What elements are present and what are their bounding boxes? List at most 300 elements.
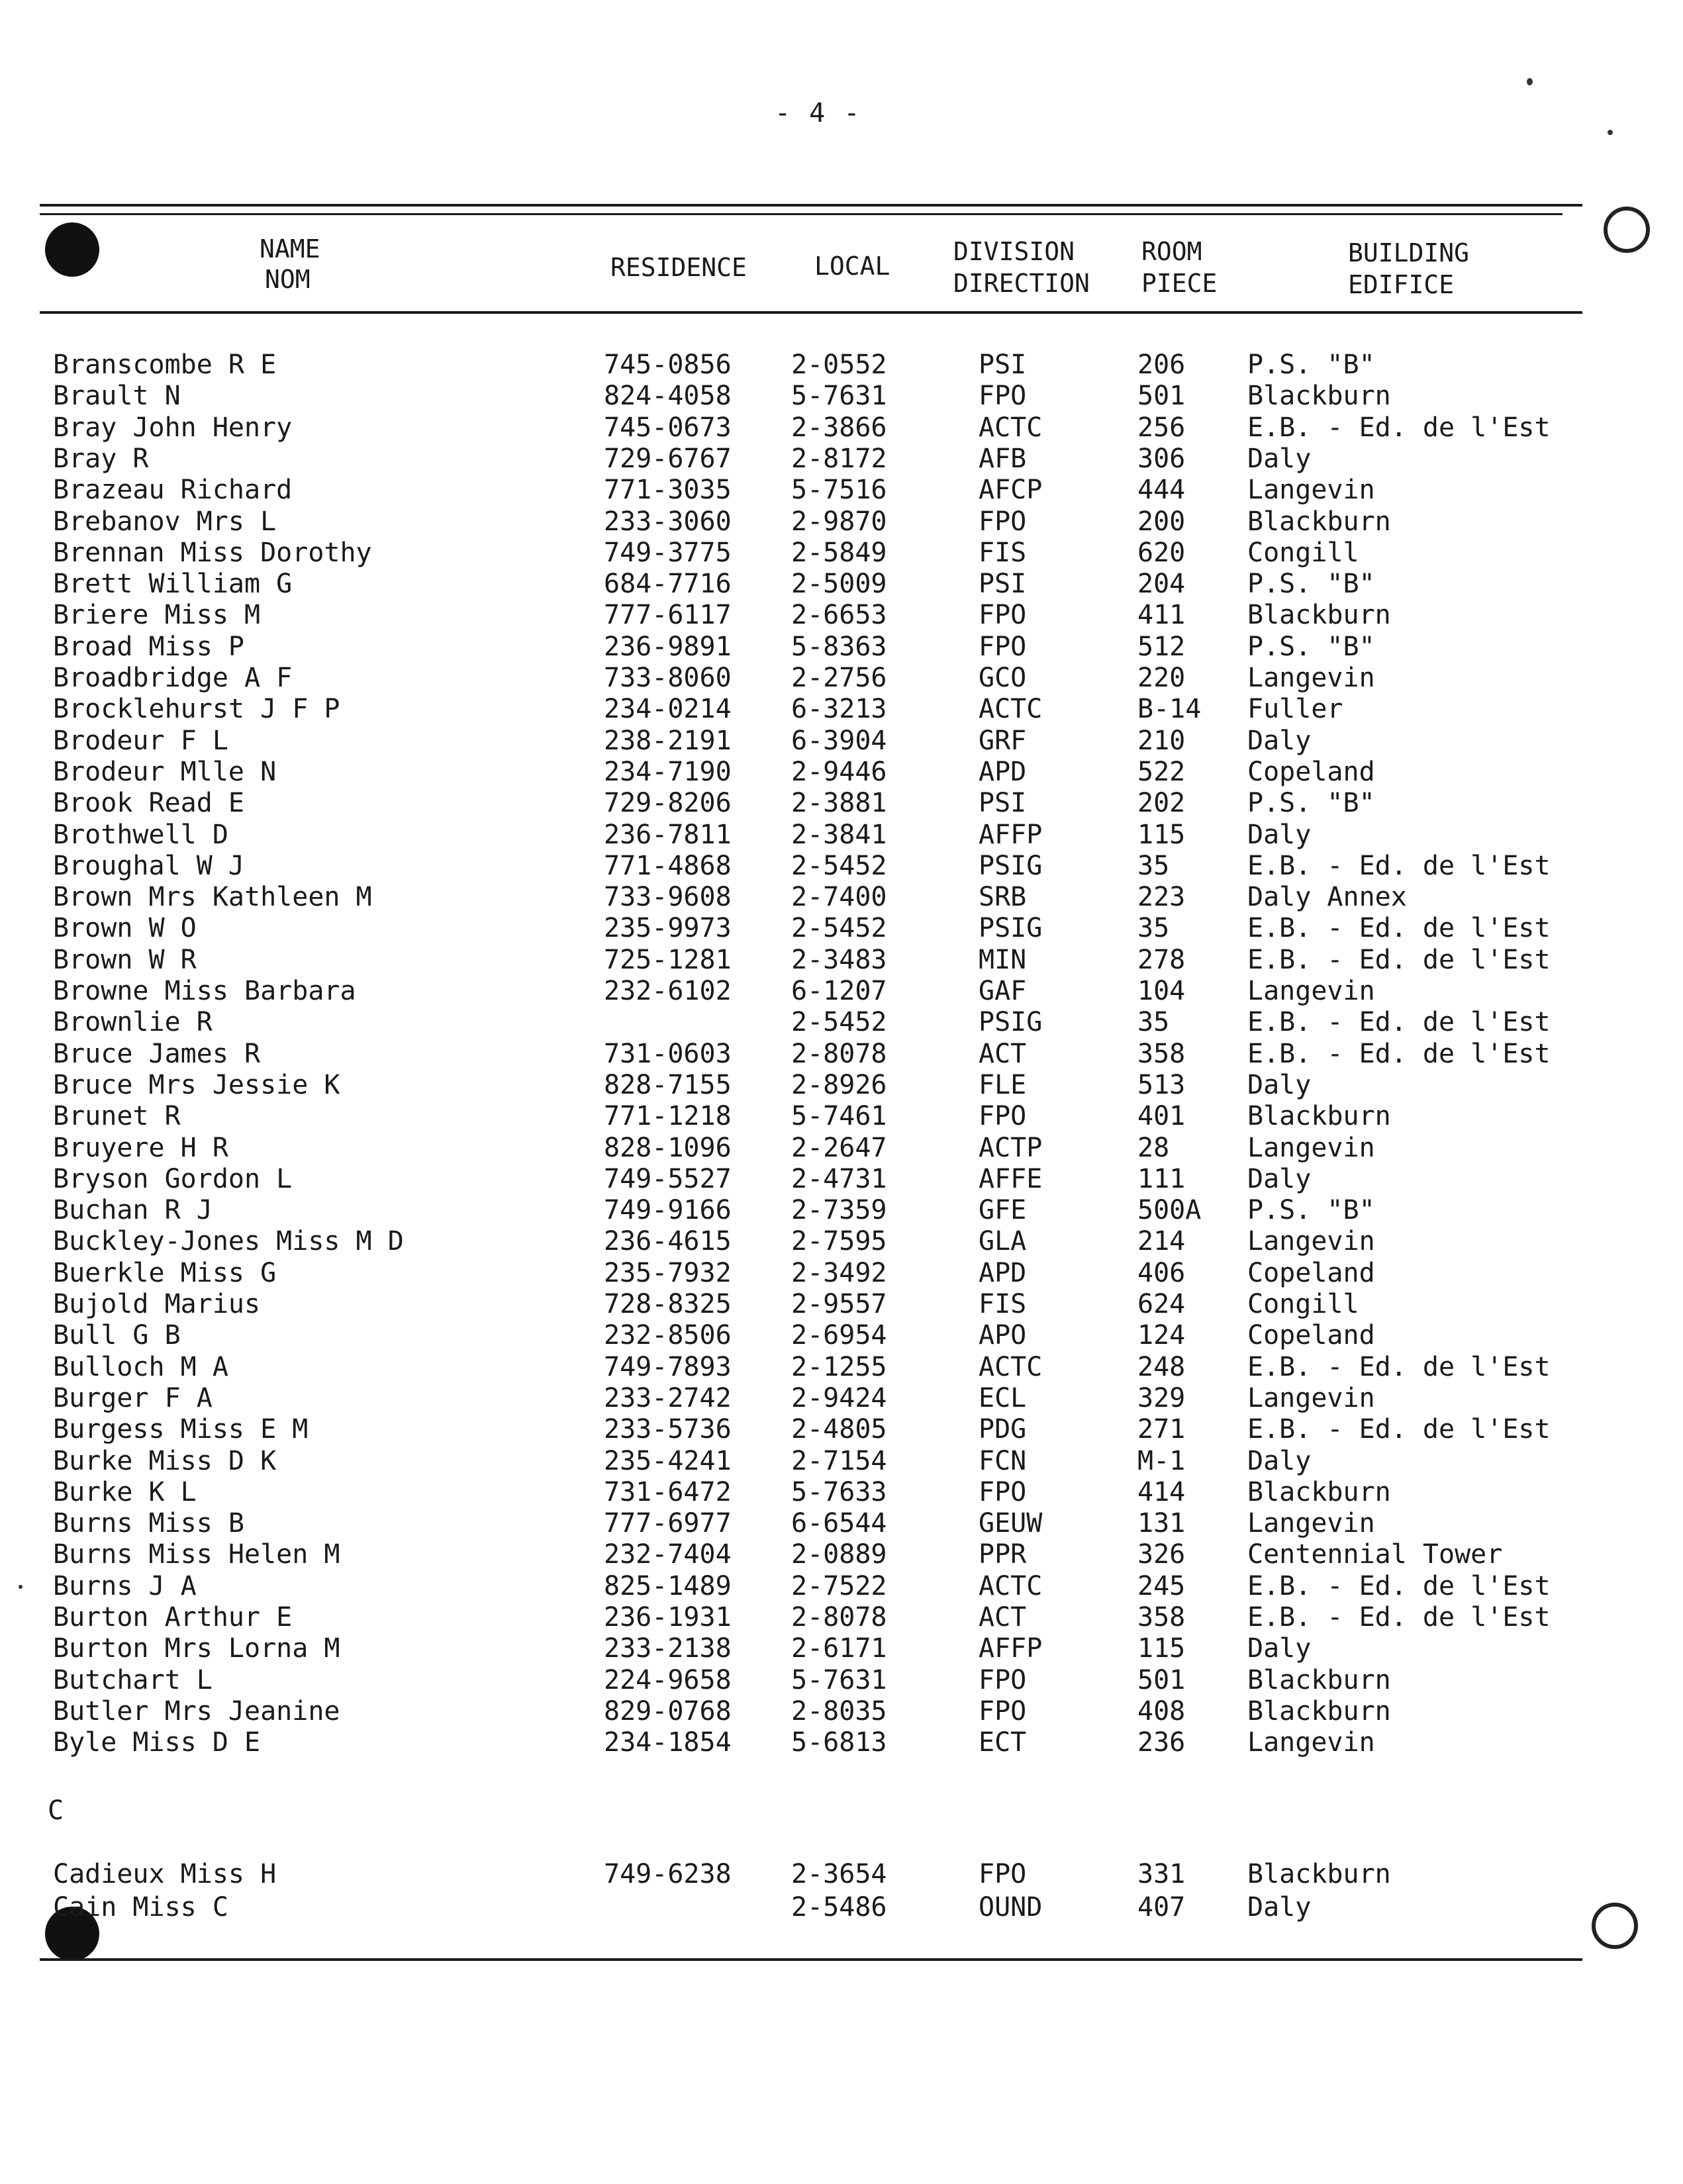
cell-room: M-1 (1137, 1445, 1186, 1476)
cell-division: FLE (979, 1069, 1027, 1100)
cell-room: 501 (1137, 1664, 1186, 1695)
cell-division: PSI (979, 788, 1027, 819)
cell-residence: 745-0673 (604, 412, 732, 443)
cell-local: 5-7633 (791, 1476, 887, 1507)
cell-building: Blackburn (1247, 1695, 1391, 1727)
cell-room: 200 (1137, 506, 1186, 537)
cell-residence: 771-1218 (604, 1101, 732, 1132)
cell-residence: 733-9608 (604, 882, 732, 913)
cell-name: Briere Miss M (53, 600, 261, 631)
cell-name: Browne Miss Barbara (53, 976, 356, 1006)
cell-room: 35 (1137, 913, 1170, 944)
cell-name: Broad Miss P (53, 631, 244, 662)
cell-building: E.B. - Ed. de l'Est (1247, 1007, 1551, 1038)
cell-name: Bryson Gordon L (53, 1163, 293, 1194)
cell-residence: 232-6102 (604, 976, 732, 1006)
cell-division: AFB (979, 443, 1027, 474)
cell-building: E.B. - Ed. de l'Est (1247, 412, 1551, 443)
cell-division: FPO (979, 1664, 1027, 1695)
cell-residence: 777-6977 (604, 1508, 732, 1539)
cell-name: Cadieux Miss H (53, 1859, 277, 1889)
cell-division: GFE (979, 1195, 1027, 1226)
cell-building: Blackburn (1247, 1101, 1391, 1132)
punch-hole-bottom-right (1592, 1903, 1638, 1949)
cell-building: P.S. "B" (1247, 569, 1375, 600)
cell-local: 2-9424 (791, 1382, 887, 1413)
cell-division: FPO (979, 506, 1027, 537)
cell-local: 6-1207 (791, 976, 887, 1006)
cell-building: Langevin (1247, 976, 1375, 1006)
cell-division: ACTC (979, 412, 1043, 443)
cell-local: 5-7631 (791, 1664, 887, 1695)
cell-room: 35 (1137, 1007, 1170, 1038)
cell-residence: 236-9891 (604, 631, 732, 662)
header-room-en: ROOM (1141, 237, 1202, 266)
cell-room: 223 (1137, 882, 1186, 913)
cell-residence: 731-6472 (604, 1476, 732, 1507)
cell-room: 210 (1137, 725, 1186, 756)
cell-division: PSIG (979, 1007, 1043, 1038)
cell-name: Branscombe R E (53, 350, 277, 380)
cell-residence: 749-7893 (604, 1351, 732, 1382)
cell-building: Blackburn (1247, 506, 1391, 537)
cell-name: Brown W O (53, 913, 197, 944)
cell-building: E.B. - Ed. de l'Est (1247, 1414, 1551, 1445)
cell-name: Burger F A (53, 1382, 213, 1413)
cell-residence: 729-8206 (604, 788, 732, 819)
cell-name: Buckley-Jones Miss M D (53, 1226, 404, 1257)
cell-local: 2-8078 (791, 1602, 887, 1633)
cell-division: FPO (979, 1101, 1027, 1132)
cell-local: 5-8363 (791, 631, 887, 662)
cell-residence: 725-1281 (604, 944, 732, 975)
cell-room: 444 (1137, 475, 1186, 506)
cell-building: Congill (1247, 1289, 1359, 1319)
cell-room: 408 (1137, 1695, 1186, 1727)
cell-division: ACT (979, 1038, 1027, 1069)
cell-room: 271 (1137, 1414, 1186, 1445)
cell-division: AFFE (979, 1163, 1043, 1194)
cell-division: PSIG (979, 913, 1043, 944)
cell-name: Burke K L (53, 1476, 197, 1507)
cell-building: E.B. - Ed. de l'Est (1247, 1038, 1551, 1069)
cell-building: Blackburn (1247, 1664, 1391, 1695)
cell-room: 206 (1137, 350, 1186, 380)
cell-room: 331 (1137, 1859, 1186, 1889)
cell-local: 2-7400 (791, 882, 887, 913)
cell-name: Brook Read E (53, 788, 244, 819)
cell-building: Copeland (1247, 1257, 1375, 1288)
cell-division: AFFP (979, 819, 1043, 850)
cell-room: 512 (1137, 631, 1186, 662)
cell-local: 2-8926 (791, 1069, 887, 1100)
cell-residence: 828-7155 (604, 1069, 732, 1100)
cell-division: GRF (979, 725, 1027, 756)
cell-building: Langevin (1247, 1132, 1375, 1163)
cell-residence: 749-3775 (604, 537, 732, 568)
cell-division: PSIG (979, 850, 1043, 881)
cell-name: Bujold Marius (53, 1289, 261, 1319)
cell-division: ACT (979, 1602, 1027, 1633)
punch-hole-top-right (1604, 207, 1650, 253)
header-residence: RESIDENCE (610, 253, 747, 282)
cell-division: FCN (979, 1445, 1027, 1476)
cell-division: GEUW (979, 1508, 1043, 1539)
cell-division: ECT (979, 1727, 1027, 1758)
cell-local: 5-7461 (791, 1101, 887, 1132)
cell-building: Daly (1247, 725, 1312, 756)
cell-local: 2-6954 (791, 1320, 887, 1351)
cell-building: Langevin (1247, 663, 1375, 693)
cell-residence: 731-0603 (604, 1038, 732, 1069)
cell-room: 326 (1137, 1539, 1186, 1570)
cell-local: 2-9557 (791, 1289, 887, 1319)
cell-room: 407 (1137, 1892, 1186, 1923)
cell-room: 256 (1137, 412, 1186, 443)
cell-room: 245 (1137, 1570, 1186, 1601)
cell-local: 2-7522 (791, 1570, 887, 1601)
cell-residence: 749-5527 (604, 1163, 732, 1194)
cell-room: 111 (1137, 1163, 1186, 1194)
cell-local: 2-3866 (791, 412, 887, 443)
cell-room: 513 (1137, 1069, 1186, 1100)
cell-residence: 749-9166 (604, 1195, 732, 1226)
cell-local: 2-6653 (791, 600, 887, 631)
header-division-en: DIVISION (953, 237, 1075, 266)
cell-name: Butchart L (53, 1664, 213, 1695)
cell-building: Daly (1247, 1633, 1312, 1664)
cell-name: Broadbridge A F (53, 663, 293, 693)
cell-local: 2-3483 (791, 944, 887, 975)
cell-local: 2-8078 (791, 1038, 887, 1069)
header-building-en: BUILDING (1348, 238, 1470, 267)
cell-residence: 749-6238 (604, 1859, 732, 1889)
scan-speck (1608, 130, 1613, 135)
cell-division: GLA (979, 1226, 1027, 1257)
cell-building: Daly Annex (1247, 882, 1407, 913)
cell-name: Brennan Miss Dorothy (53, 537, 372, 568)
cell-name: Burton Mrs Lorna M (53, 1633, 340, 1664)
cell-building: P.S. "B" (1247, 1195, 1375, 1226)
cell-residence: 235-7932 (604, 1257, 732, 1288)
cell-room: 115 (1137, 1633, 1186, 1664)
cell-room: 124 (1137, 1320, 1186, 1351)
cell-building: P.S. "B" (1247, 788, 1375, 819)
cell-building: Langevin (1247, 475, 1375, 506)
cell-name: Byle Miss D E (53, 1727, 261, 1758)
cell-division: ACTC (979, 1570, 1043, 1601)
cell-residence: 828-1096 (604, 1132, 732, 1163)
cell-local: 2-2756 (791, 663, 887, 693)
cell-room: 329 (1137, 1382, 1186, 1413)
cell-residence: 238-2191 (604, 725, 732, 756)
page-number: - 4 - (775, 98, 861, 128)
cell-residence: 771-4868 (604, 850, 732, 881)
cell-building: E.B. - Ed. de l'Est (1247, 1602, 1551, 1633)
scan-speck (19, 1585, 23, 1589)
cell-local: 5-6813 (791, 1727, 887, 1758)
cell-local: 2-7359 (791, 1195, 887, 1226)
cell-residence: 233-3060 (604, 506, 732, 537)
cell-residence: 236-1931 (604, 1602, 732, 1633)
cell-residence: 729-6767 (604, 443, 732, 474)
cell-division: PDG (979, 1414, 1027, 1445)
cell-building: E.B. - Ed. de l'Est (1247, 944, 1551, 975)
cell-residence: 684-7716 (604, 569, 732, 600)
cell-division: FIS (979, 537, 1027, 568)
cell-room: 358 (1137, 1038, 1186, 1069)
header-top-rule-inner (40, 213, 1563, 215)
cell-name: Cain Miss C (53, 1892, 228, 1923)
cell-local: 2-5452 (791, 913, 887, 944)
cell-name: Bruce James R (53, 1038, 261, 1069)
cell-residence: 728-8325 (604, 1289, 732, 1319)
cell-residence: 233-2138 (604, 1633, 732, 1664)
cell-building: E.B. - Ed. de l'Est (1247, 1570, 1551, 1601)
cell-building: Daly (1247, 819, 1312, 850)
cell-residence: 234-0214 (604, 694, 732, 725)
cell-residence: 733-8060 (604, 663, 732, 693)
header-name-fr: NOM (265, 265, 311, 294)
cell-name: Brocklehurst J F P (53, 694, 340, 725)
cell-division: GCO (979, 663, 1027, 693)
cell-room: B-14 (1137, 694, 1202, 725)
cell-name: Brothwell D (53, 819, 228, 850)
cell-room: 522 (1137, 756, 1186, 787)
cell-local: 2-4731 (791, 1163, 887, 1194)
cell-room: 35 (1137, 850, 1170, 881)
cell-local: 2-5452 (791, 850, 887, 881)
header-building-fr: EDIFICE (1348, 270, 1455, 299)
cell-room: 204 (1137, 569, 1186, 600)
cell-building: Copeland (1247, 756, 1375, 787)
cell-local: 2-7154 (791, 1445, 887, 1476)
cell-local: 5-7631 (791, 381, 887, 412)
cell-building: E.B. - Ed. de l'Est (1247, 1351, 1551, 1382)
cell-local: 2-2647 (791, 1132, 887, 1163)
cell-room: 406 (1137, 1257, 1186, 1288)
cell-name: Brown W R (53, 944, 197, 975)
cell-room: 278 (1137, 944, 1186, 975)
cell-room: 248 (1137, 1351, 1186, 1382)
cell-room: 104 (1137, 976, 1186, 1006)
cell-building: P.S. "B" (1247, 350, 1375, 380)
cell-division: APD (979, 1257, 1027, 1288)
cell-room: 358 (1137, 1602, 1186, 1633)
cell-division: OUND (979, 1892, 1043, 1923)
cell-building: Blackburn (1247, 1476, 1391, 1507)
cell-building: Daly (1247, 1892, 1312, 1923)
cell-residence: 829-0768 (604, 1695, 732, 1727)
header-name-en: NAME (260, 234, 320, 263)
cell-building: E.B. - Ed. de l'Est (1247, 913, 1551, 944)
cell-name: Brett William G (53, 569, 293, 600)
cell-local: 2-3841 (791, 819, 887, 850)
cell-local: 2-6171 (791, 1633, 887, 1664)
cell-name: Burns Miss Helen M (53, 1539, 340, 1570)
cell-building: Copeland (1247, 1320, 1375, 1351)
cell-building: Daly (1247, 1069, 1312, 1100)
cell-name: Bruyere H R (53, 1132, 228, 1163)
cell-room: 401 (1137, 1101, 1186, 1132)
cell-building: Blackburn (1247, 381, 1391, 412)
header-bottom-rule (40, 311, 1582, 314)
cell-division: SRB (979, 882, 1027, 913)
cell-division: FPO (979, 1476, 1027, 1507)
cell-room: 620 (1137, 537, 1186, 568)
cell-room: 411 (1137, 600, 1186, 631)
cell-name: Burke Miss D K (53, 1445, 277, 1476)
cell-room: 202 (1137, 788, 1186, 819)
cell-room: 306 (1137, 443, 1186, 474)
cell-room: 624 (1137, 1289, 1186, 1319)
cell-division: PSI (979, 350, 1027, 380)
cell-residence: 232-7404 (604, 1539, 732, 1570)
cell-room: 214 (1137, 1226, 1186, 1257)
cell-name: Burns Miss B (53, 1508, 244, 1539)
cell-residence: 236-7811 (604, 819, 732, 850)
cell-local: 2-3654 (791, 1859, 887, 1889)
cell-local: 6-3213 (791, 694, 887, 725)
cell-residence: 234-1854 (604, 1727, 732, 1758)
cell-building: Fuller (1247, 694, 1343, 725)
cell-building: Centennial Tower (1247, 1539, 1503, 1570)
cell-division: FPO (979, 381, 1027, 412)
cell-division: FPO (979, 600, 1027, 631)
cell-local: 6-6544 (791, 1508, 887, 1539)
cell-name: Butler Mrs Jeanine (53, 1695, 340, 1727)
cell-building: Daly (1247, 443, 1312, 474)
cell-name: Brownlie R (53, 1007, 213, 1038)
cell-name: Burton Arthur E (53, 1602, 293, 1633)
cell-name: Bull G B (53, 1320, 181, 1351)
cell-division: PSI (979, 569, 1027, 600)
scan-speck (1527, 78, 1533, 85)
cell-residence: 771-3035 (604, 475, 732, 506)
cell-local: 2-0552 (791, 350, 887, 380)
cell-residence: 777-6117 (604, 600, 732, 631)
cell-division: AFCP (979, 475, 1043, 506)
cell-local: 2-4805 (791, 1414, 887, 1445)
cell-division: MIN (979, 944, 1027, 975)
cell-division: AFFP (979, 1633, 1043, 1664)
cell-building: Langevin (1247, 1382, 1375, 1413)
cell-building: Congill (1247, 537, 1359, 568)
cell-residence: 745-0856 (604, 350, 732, 380)
cell-residence: 234-7190 (604, 756, 732, 787)
cell-division: ACTC (979, 1351, 1043, 1382)
section-letter: C (48, 1795, 64, 1826)
cell-residence: 236-4615 (604, 1226, 732, 1257)
cell-name: Burns J A (53, 1570, 197, 1601)
cell-division: ECL (979, 1382, 1027, 1413)
cell-division: PPR (979, 1539, 1027, 1570)
cell-residence: 233-2742 (604, 1382, 732, 1413)
footer-rule (40, 1958, 1582, 1961)
cell-local: 2-7595 (791, 1226, 887, 1257)
punch-hole-top-left (45, 222, 99, 277)
cell-building: Daly (1247, 1445, 1312, 1476)
cell-local: 2-9870 (791, 506, 887, 537)
cell-division: FPO (979, 1695, 1027, 1727)
cell-name: Broughal W J (53, 850, 244, 881)
cell-local: 2-5849 (791, 537, 887, 568)
cell-name: Brebanov Mrs L (53, 506, 277, 537)
cell-local: 2-8172 (791, 443, 887, 474)
cell-division: ACTP (979, 1132, 1043, 1163)
header-local: LOCAL (814, 252, 890, 281)
cell-residence: 224-9658 (604, 1664, 732, 1695)
cell-name: Bray R (53, 443, 149, 474)
cell-local: 5-7516 (791, 475, 887, 506)
cell-residence: 233-5736 (604, 1414, 732, 1445)
cell-name: Brown Mrs Kathleen M (53, 882, 372, 913)
cell-name: Bray John Henry (53, 412, 293, 443)
cell-local: 6-3904 (791, 725, 887, 756)
cell-building: P.S. "B" (1247, 631, 1375, 662)
cell-room: 220 (1137, 663, 1186, 693)
cell-residence: 824-4058 (604, 381, 732, 412)
header-division-fr: DIRECTION (953, 269, 1090, 298)
cell-name: Burgess Miss E M (53, 1414, 309, 1445)
cell-building: Langevin (1247, 1508, 1375, 1539)
cell-division: FPO (979, 1859, 1027, 1889)
cell-division: FIS (979, 1289, 1027, 1319)
cell-residence: 232-8506 (604, 1320, 732, 1351)
cell-name: Brunet R (53, 1101, 181, 1132)
cell-local: 2-3492 (791, 1257, 887, 1288)
cell-division: APD (979, 756, 1027, 787)
cell-name: Buerkle Miss G (53, 1257, 277, 1288)
cell-building: Langevin (1247, 1226, 1375, 1257)
cell-name: Brazeau Richard (53, 475, 293, 506)
cell-division: APO (979, 1320, 1027, 1351)
cell-name: Bulloch M A (53, 1351, 228, 1382)
cell-name: Brault N (53, 381, 181, 412)
cell-name: Bruce Mrs Jessie K (53, 1069, 340, 1100)
cell-room: 115 (1137, 819, 1186, 850)
cell-local: 2-0889 (791, 1539, 887, 1570)
cell-local: 2-8035 (791, 1695, 887, 1727)
cell-room: 236 (1137, 1727, 1186, 1758)
cell-name: Brodeur F L (53, 725, 228, 756)
cell-building: Blackburn (1247, 1859, 1391, 1889)
cell-building: Daly (1247, 1163, 1312, 1194)
cell-name: Brodeur Mlle N (53, 756, 277, 787)
cell-room: 28 (1137, 1132, 1170, 1163)
cell-local: 2-1255 (791, 1351, 887, 1382)
cell-building: E.B. - Ed. de l'Est (1247, 850, 1551, 881)
header-room-fr: PIECE (1141, 269, 1218, 298)
cell-residence: 825-1489 (604, 1570, 732, 1601)
header-top-rule (40, 204, 1582, 207)
cell-local: 2-3881 (791, 788, 887, 819)
cell-room: 500A (1137, 1195, 1202, 1226)
cell-name: Buchan R J (53, 1195, 213, 1226)
cell-room: 501 (1137, 381, 1186, 412)
cell-local: 2-9446 (791, 756, 887, 787)
cell-division: GAF (979, 976, 1027, 1006)
cell-local: 2-5486 (791, 1892, 887, 1923)
cell-division: FPO (979, 631, 1027, 662)
cell-room: 131 (1137, 1508, 1186, 1539)
cell-room: 414 (1137, 1476, 1186, 1507)
cell-building: Langevin (1247, 1727, 1375, 1758)
cell-residence: 235-9973 (604, 913, 732, 944)
cell-residence: 235-4241 (604, 1445, 732, 1476)
cell-local: 2-5452 (791, 1007, 887, 1038)
cell-division: ACTC (979, 694, 1043, 725)
